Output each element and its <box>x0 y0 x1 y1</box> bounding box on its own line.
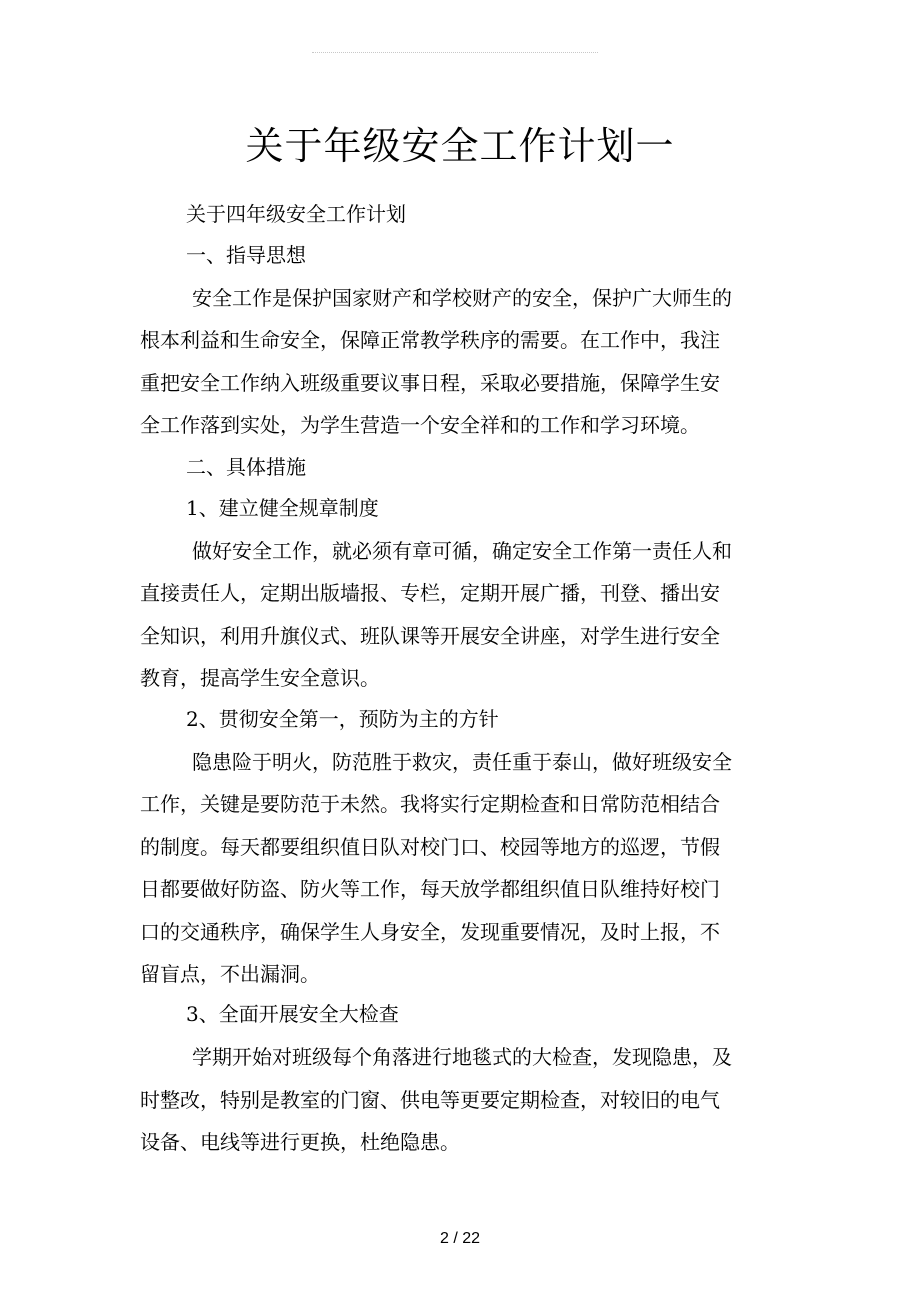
item2-line: 口的交通秩序，确保学生人身安全，发现重要情况，及时上报，不 <box>140 920 720 944</box>
item1-line: 教育，提高学生安全意识。 <box>140 666 380 690</box>
section1-line: 重把安全工作纳入班级重要议事日程，采取必要措施，保障学生安 <box>140 371 720 395</box>
item1-heading: 1、建立健全规章制度 <box>186 496 379 520</box>
item2-line: 隐患险于明火，防范胜于救灾，责任重于泰山，做好班级安全 <box>192 750 732 774</box>
section1-line: 根本利益和生命安全，保障正常教学秩序的需要。在工作中，我注 <box>140 328 720 352</box>
section1-line: 全工作落到实处，为学生营造一个安全祥和的工作和学习环境。 <box>140 413 700 437</box>
item2-heading: 2、贯彻安全第一，预防为主的方针 <box>186 707 499 731</box>
item2-line: 工作，关键是要防范于未然。我将实行定期检查和日常防范相结合 <box>140 792 720 816</box>
item1-line: 做好安全工作，就必须有章可循，确定安全工作第一责任人和 <box>192 539 732 563</box>
document-title: 关于年级安全工作计划一 <box>245 124 675 168</box>
item3-line: 设备、电线等进行更换，杜绝隐患。 <box>140 1130 460 1154</box>
document-subtitle: 关于四年级安全工作计划 <box>186 202 406 226</box>
item3-line: 时整改，特别是教室的门窗、供电等更要定期检查，对较旧的电气 <box>140 1088 720 1112</box>
item3-heading: 3、全面开展安全大检查 <box>186 1002 399 1026</box>
section1-line: 安全工作是保护国家财产和学校财产的安全，保护广大师生的 <box>192 286 732 310</box>
section1-heading: 一、指导思想 <box>186 243 306 267</box>
section2-heading: 二、具体措施 <box>186 455 306 479</box>
header-rule <box>312 52 598 53</box>
item2-line: 留盲点，不出漏洞。 <box>140 962 320 986</box>
item2-line: 的制度。每天都要组织值日队对校门口、校园等地方的巡逻，节假 <box>140 835 720 859</box>
item2-line: 日都要做好防盗、防火等工作，每天放学都组织值日队维持好校门 <box>140 877 720 901</box>
item3-line: 学期开始对班级每个角落进行地毯式的大检查，发现隐患，及 <box>192 1045 732 1069</box>
item1-line: 全知识，利用升旗仪式、班队课等开展安全讲座，对学生进行安全 <box>140 624 720 648</box>
page-number: 2 / 22 <box>439 1230 481 1247</box>
item1-line: 直接责任人，定期出版墙报、专栏，定期开展广播，刊登、播出安 <box>140 581 720 605</box>
